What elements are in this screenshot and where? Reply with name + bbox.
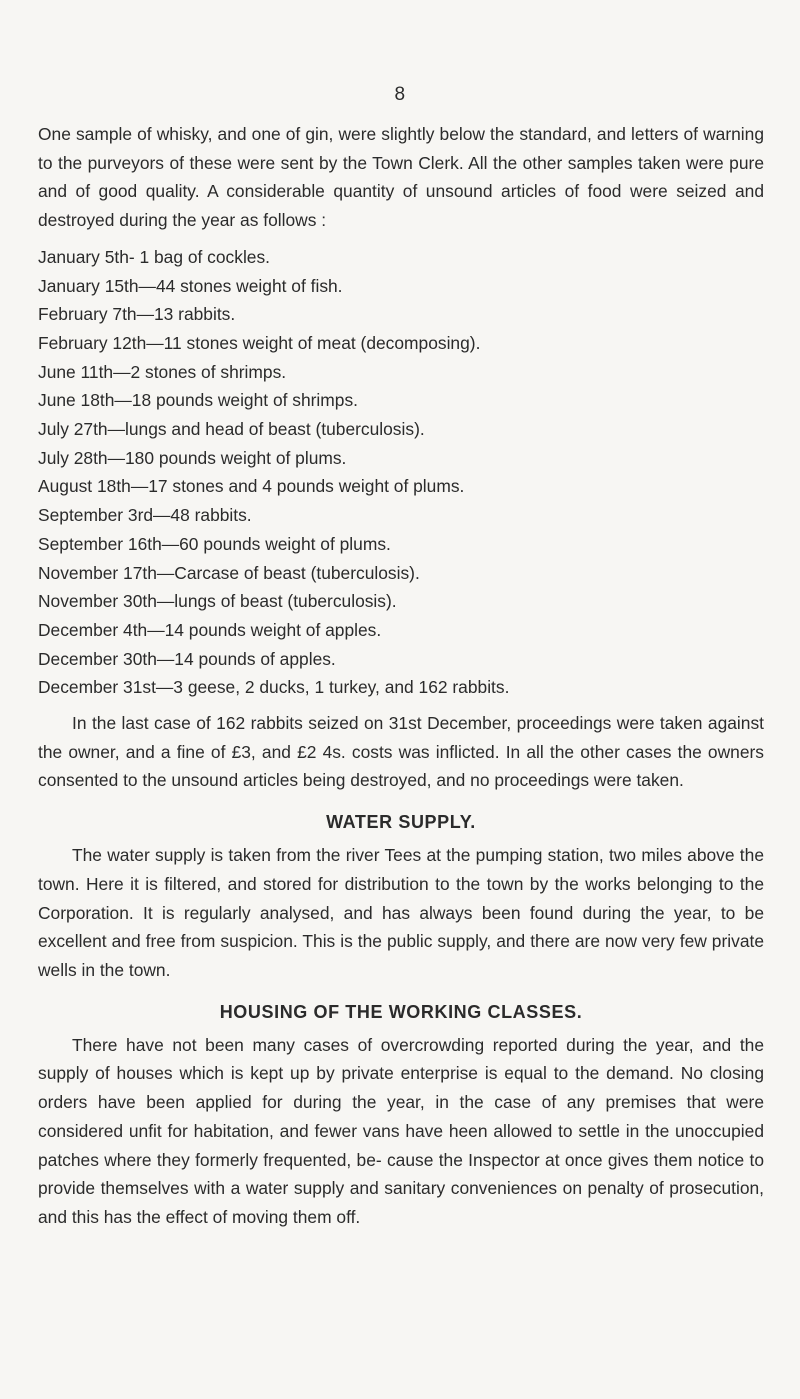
- list-item: January 15th—44 stones weight of fish.: [38, 275, 343, 296]
- list-item: January 5th- 1 bag of cockles.: [38, 246, 271, 267]
- list-item: July 28th—180 pounds weight of plums.: [38, 447, 347, 468]
- list-item: December 31st—3 geese, 2 ducks, 1 turkey, and 162 rabbits.: [38, 677, 510, 698]
- page-body: [38, 120, 764, 1232]
- list-item: June 11th—2 stones of shrimps.: [38, 361, 287, 382]
- page-number: 8: [394, 84, 406, 105]
- list-item: February 12th—11 stones weight of meat (decomposing).: [38, 332, 481, 353]
- seizures-list: [38, 243, 764, 702]
- list-item: November 30th—lungs of beast (tuberculosis).: [38, 591, 397, 612]
- water-supply-heading: WATER SUPPLY.: [326, 812, 476, 833]
- list-item: November 17th—Carcase of beast (tuberculosis).: [38, 562, 420, 583]
- list-item: September 3rd—48 rabbits.: [38, 505, 252, 526]
- list-item: August 18th—17 stones and 4 pounds weight of plums.: [38, 476, 465, 497]
- water-supply-paragraph: The water supply is taken from the river Tees at the pumping station, two miles above the town. Here it is filtered, and stored for distribution to the town by the works belonging to the Corporation. It is regularly analysed, and has always been found during the year, to be excellent and free from suspicion. This is the public supply, and there are now very few private wells in the town.: [38, 845, 764, 980]
- list-item: December 30th—14 pounds of apples.: [38, 648, 336, 669]
- list-item: February 7th—13 rabbits.: [38, 304, 236, 325]
- list-item: July 27th—lungs and head of beast (tuberculosis).: [38, 419, 425, 440]
- list-item: December 4th—14 pounds weight of apples.: [38, 619, 382, 640]
- housing-paragraph: There have not been many cases of overcrowding reported during the year, and the supply of houses which is kept up by private enterprise is equal to the demand. No closing orders have been applied for during the year, in the case of any premises that were considered unfit for habitation, and fewer vans have heen allowed to settle in the unoccupied patches where they formerly frequented, be- cause the Inspector at once gives them notice to provide themselves with a water supply and sanitary conveniences on penalty of prosecution, and this has the effect of moving them off.: [38, 1034, 764, 1227]
- intro-paragraph: One sample of whisky, and one of gin, were slightly below the standard, and letters of warning to the purveyors of these were sent by the Town Clerk. All the other samples taken were pure and of good quality. A considerable quantity of unsound articles of food were seized and destroyed during the year as follows :: [38, 124, 764, 231]
- list-item: September 16th—60 pounds weight of plums.: [38, 533, 391, 554]
- list-item: June 18th—18 pounds weight of shrimps.: [38, 390, 358, 411]
- housing-heading: HOUSING OF THE WORKING CLASSES.: [219, 1001, 583, 1022]
- proceedings-paragraph: In the last case of 162 rabbits seized on 31st December, proceedings were taken against the owner, and a fine of £3, and £2 4s. costs was inflicted. In all the other cases the owners consented to the unsound articles being destroyed, and no proceedings were taken.: [38, 713, 764, 791]
